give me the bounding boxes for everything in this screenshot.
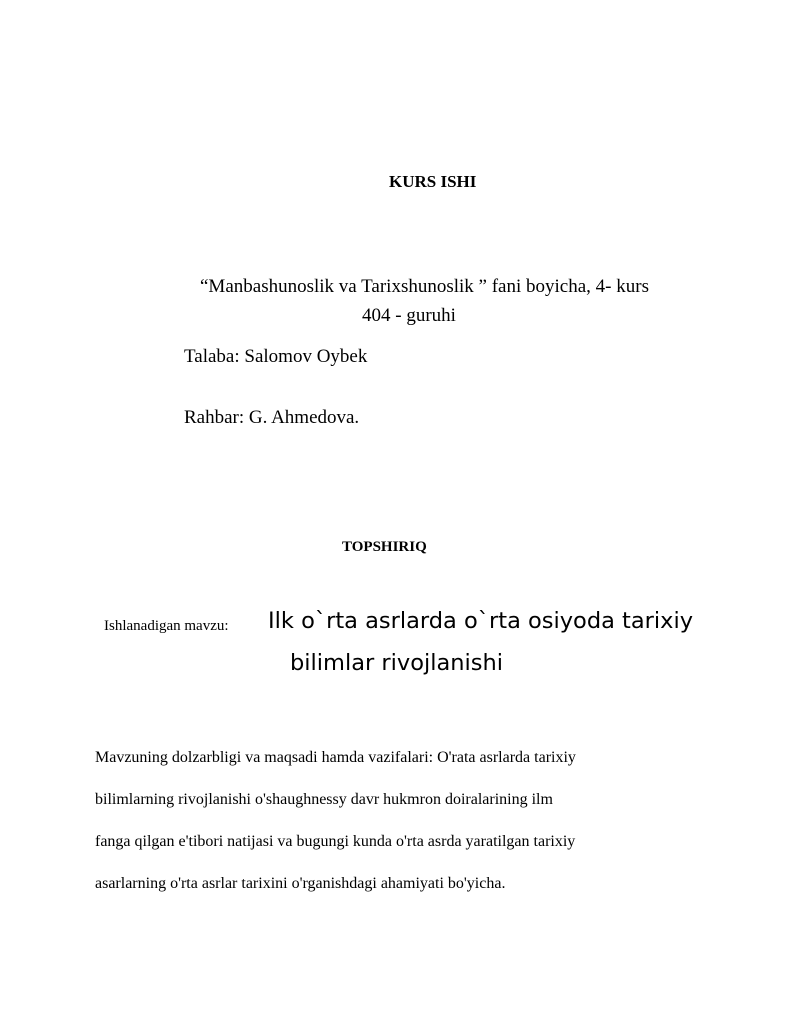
group-line: 404 - guruhi bbox=[362, 305, 456, 326]
subject-line: “Manbashunoslik va Tarixshunoslik ” fani boyicha, 4- kurs bbox=[200, 276, 649, 297]
relevance-line-3: fanga qilgan e'tibori natijasi va bugungi kunda o'rta asrda yaratilgan tarixiy bbox=[95, 833, 576, 850]
relevance-line-1: Mavzuning dolzarbligi va maqsadi hamda vazifalari: O'rata asrlarda tarixiy bbox=[95, 749, 576, 766]
topic-title-line-2: bilimlar rivojlanishi bbox=[290, 650, 504, 676]
topic-title-line-1: Ilk o`rta asrlarda o`rta osiyoda tarixiy bbox=[268, 608, 694, 634]
supervisor-line: Rahbar: G. Ahmedova. bbox=[184, 407, 360, 428]
relevance-line-4: asarlarning o'rta asrlar tarixini o'rganishdagi ahamiyati bo'yicha. bbox=[95, 875, 506, 892]
student-line: Talaba: Salomov Oybek bbox=[184, 346, 368, 367]
relevance-line-2: bilimlarning rivojlanishi o'shaughnessy davr hukmron doiralarining ilm bbox=[95, 791, 553, 808]
document-title: KURS ISHI bbox=[389, 172, 477, 191]
task-heading: TOPSHIRIQ bbox=[342, 539, 427, 555]
topic-label: Ishlanadigan mavzu: bbox=[104, 618, 229, 634]
